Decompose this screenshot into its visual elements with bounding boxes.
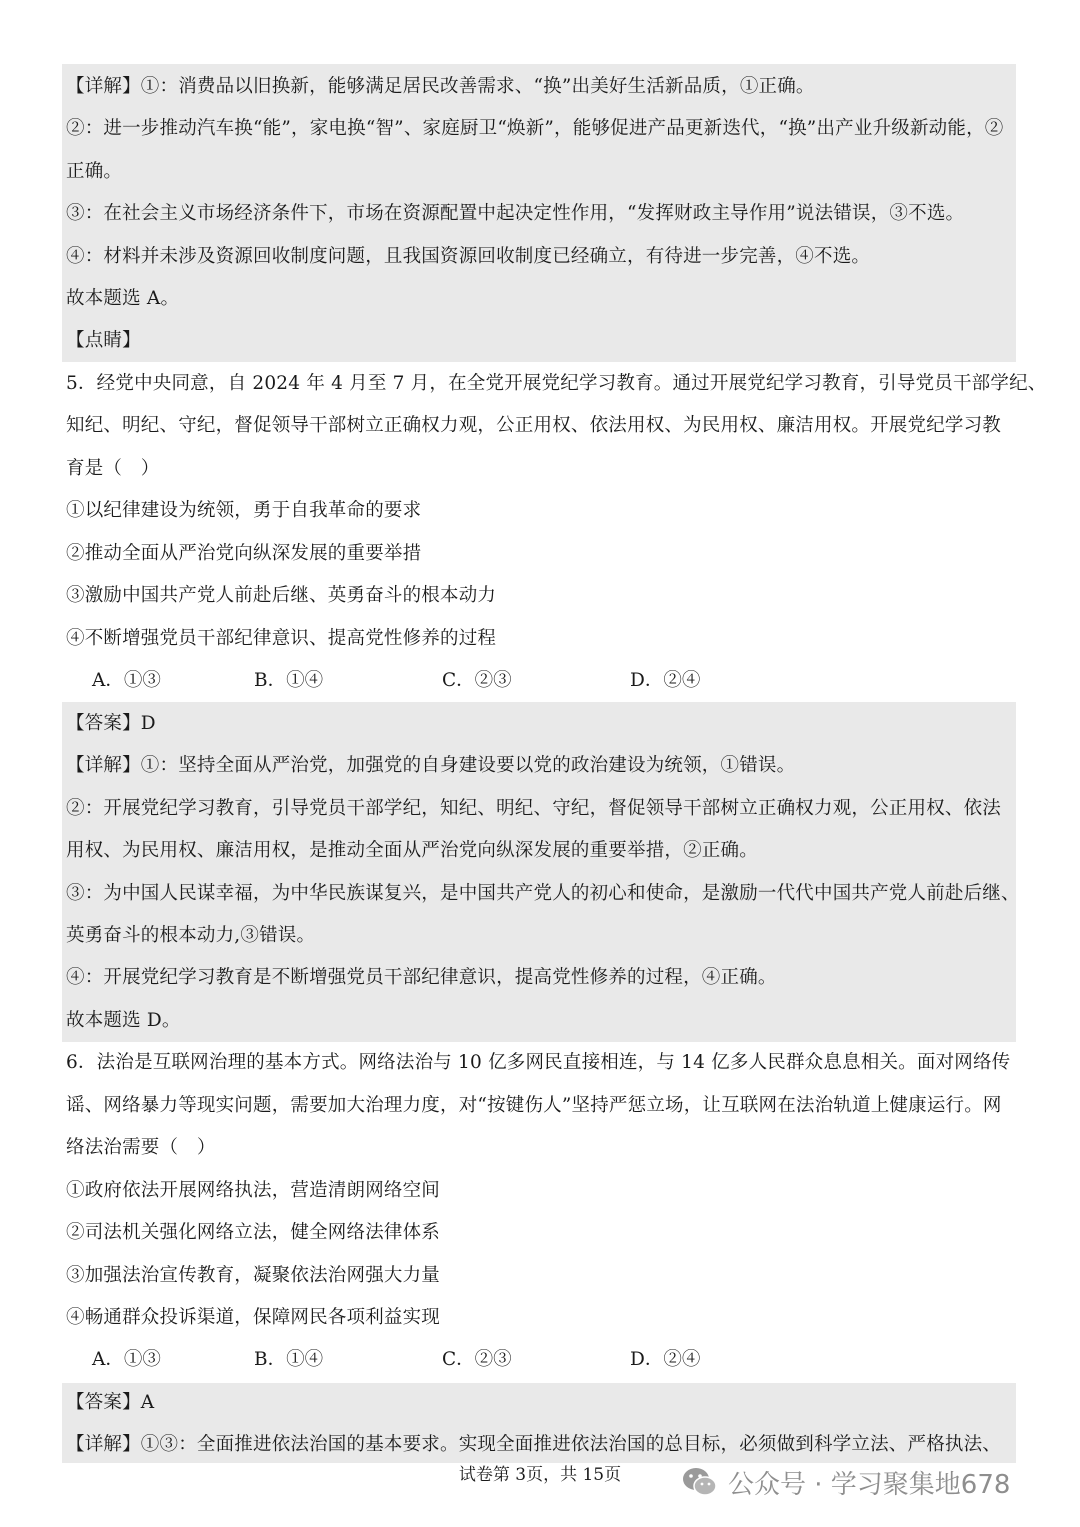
question-6-option-a: A．①③ bbox=[92, 1349, 161, 1370]
question-5-explanation: ③：为中国人民谋幸福，为中华民族谋复兴，是中国共产党人的初心和使命，是激励一代代中国共产党人前赴后继、 bbox=[66, 883, 1020, 904]
question-5-statement: ②推动全面从严治党向纵深发展的重要举措 bbox=[66, 543, 422, 564]
question-5-statement: ④不断增强党员干部纪律意识、提高党性修养的过程 bbox=[66, 628, 497, 649]
question-5-stem: 知纪、明纪、守纪，督促领导干部树立正确权力观，公正用权、依法用权、为民用权、廉洁用权。开展党纪学习教 bbox=[66, 415, 1002, 436]
question-5-explanation: ②：开展党纪学习教育，引导党员干部学纪，知纪、明纪、守纪，督促领导干部树立正确权力观，公正用权、依法 bbox=[66, 798, 1002, 819]
wechat-icon bbox=[680, 1462, 720, 1502]
question-6-explanation: 【详解】①③：全面推进依法治国的基本要求。实现全面推进依法治国的总目标，必须做到科学立法、严格执法、 bbox=[66, 1434, 1002, 1455]
watermark-text: 公众号 · 学习聚集地678 bbox=[728, 1469, 1011, 1500]
question-6-statement: ④畅通群众投诉渠道，保障网民各项利益实现 bbox=[66, 1307, 441, 1328]
watermark bbox=[680, 1462, 1010, 1502]
question-5-statement: ③激励中国共产党人前赴后继、英勇奋斗的根本动力 bbox=[66, 585, 497, 606]
question-6-option-d: D．②④ bbox=[630, 1349, 701, 1370]
explanation-4-line: 正确。 bbox=[66, 161, 123, 182]
question-6-statement: ②司法机关强化网络立法，健全网络法律体系 bbox=[66, 1222, 441, 1243]
question-5-conclusion: 故本题选 D。 bbox=[66, 1010, 181, 1031]
question-6-option-b: B．①④ bbox=[254, 1349, 324, 1370]
question-5-option-c: C．②③ bbox=[442, 670, 512, 691]
explanation-4-line: ③：在社会主义市场经济条件下，市场在资源配置中起决定性作用，“发挥财政主导作用”说法错误，③不选。 bbox=[66, 203, 965, 224]
question-5-stem: 5．经党中央同意，自 2024 年 4 月至 7 月，在全党开展党纪学习教育。通过开展党纪学习教育，引导党员干部学纪、 bbox=[66, 373, 1047, 394]
page-number-footer: 试卷第 3页，共 15页 bbox=[458, 1465, 622, 1485]
question-5-explanation: ④：开展党纪学习教育是不断增强党员干部纪律意识，提高党性修养的过程，④正确。 bbox=[66, 967, 777, 988]
question-5-explanation: 【详解】①：坚持全面从严治党，加强党的自身建设要以党的政治建设为统领，①错误。 bbox=[66, 755, 796, 776]
question-6-statement: ①政府依法开展网络执法，营造清朗网络空间 bbox=[66, 1180, 441, 1201]
question-5-option-a: A．①③ bbox=[92, 670, 161, 691]
question-6-statement: ③加强法治宣传教育，凝聚依法治网强大力量 bbox=[66, 1265, 441, 1286]
question-5-stem: 育是（ ） bbox=[66, 458, 160, 479]
question-5-explanation: 用权、为民用权、廉洁用权，是推动全面从严治党向纵深发展的重要举措，②正确。 bbox=[66, 840, 758, 861]
question-5-option-d: D．②④ bbox=[630, 670, 701, 691]
explanation-4-line: 【详解】①：消费品以旧换新，能够满足居民改善需求、“换”出美好生活新品质，①正确。 bbox=[66, 76, 815, 97]
explanation-4-tip-heading: 【点睛】 bbox=[66, 330, 141, 351]
question-5-statement: ①以纪律建设为统领，勇于自我革命的要求 bbox=[66, 500, 422, 521]
explanation-4-line: ④：材料并未涉及资源回收制度问题，且我国资源回收制度已经确立，有待进一步完善，④不选。 bbox=[66, 246, 871, 267]
explanation-4-conclusion: 故本题选 A。 bbox=[66, 288, 180, 309]
explanation-4-line: ②：进一步推动汽车换“能”，家电换“智”、家庭厨卫“焕新”，能够促进产品更新迭代，“换”出产业升级新动能，② bbox=[66, 118, 1004, 139]
question-5-answer: 【答案】D bbox=[66, 713, 156, 734]
question-6-stem: 络法治需要（ ） bbox=[66, 1137, 216, 1158]
question-6-stem: 6．法治是互联网治理的基本方式。网络法治与 10 亿多网民直接相连，与 14 亿多人民群众息息相关。面对网络传 bbox=[66, 1052, 1011, 1073]
question-5-option-b: B．①④ bbox=[254, 670, 324, 691]
question-5-explanation: 英勇奋斗的根本动力,③错误。 bbox=[66, 925, 316, 946]
question-6-answer: 【答案】A bbox=[66, 1392, 155, 1413]
question-6-option-c: C．②③ bbox=[442, 1349, 512, 1370]
question-6-stem: 谣、网络暴力等现实问题，需要加大治理力度，对“按键伤人”坚持严惩立场，让互联网在法治轨道上健康运行。网 bbox=[66, 1095, 1002, 1116]
